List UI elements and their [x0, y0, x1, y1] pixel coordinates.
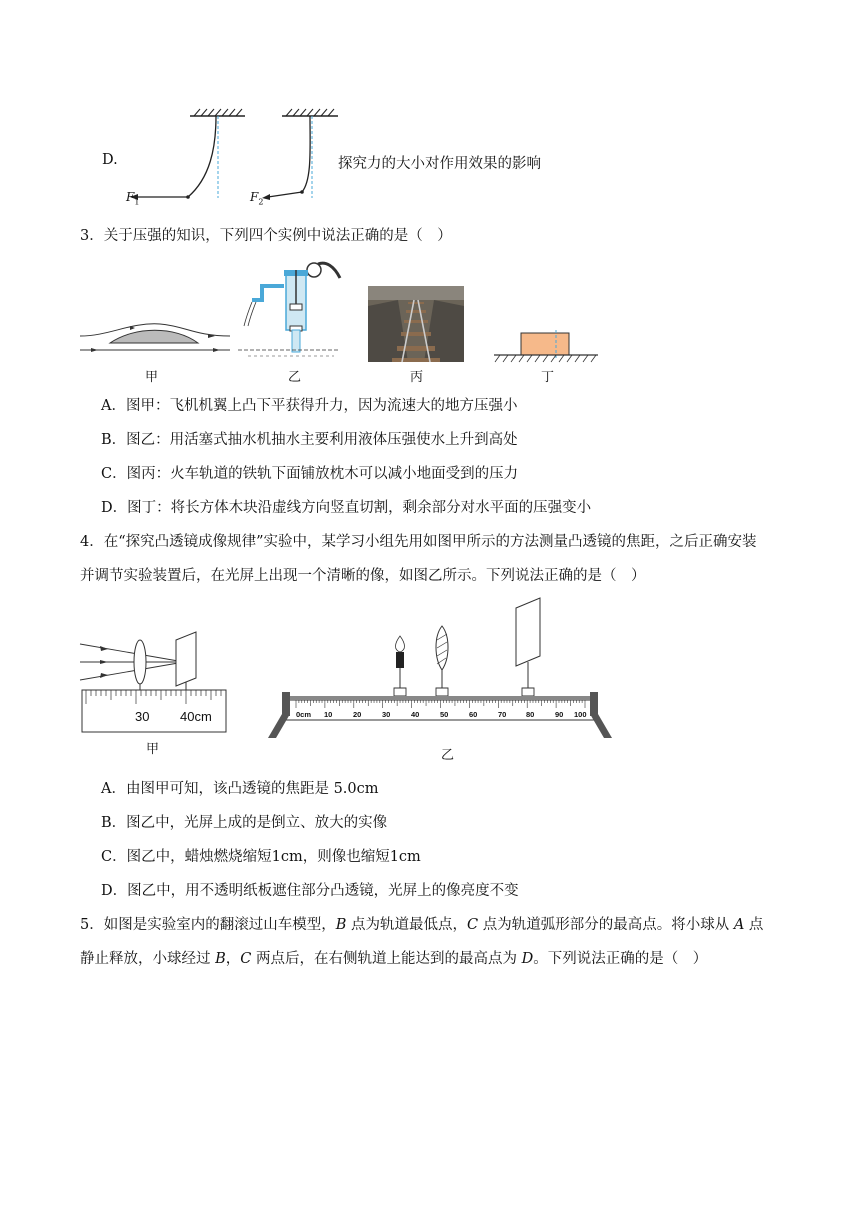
q3-caption-bing: 丙	[410, 370, 424, 385]
bench-tick-label: 0cm	[296, 710, 312, 719]
q5-stem-line1: 5．如图是实验室内的翻滚过山车模型，B 点为轨道最低点，C 点为轨道弧形部分的最高点。将小球从 A 点	[80, 917, 764, 933]
f2-label: $F_2$	[250, 190, 264, 207]
q4-option-d: D．图乙中，用不透明纸板遮住部分凸透镜，光屏上的像亮度不变	[101, 883, 519, 899]
q3-option-b: B．图乙：用活塞式抽水机抽水主要利用液体压强使水上升到高处	[101, 432, 518, 448]
q4-caption-jia: 甲	[146, 742, 160, 757]
railway-photo	[368, 286, 464, 362]
q3-caption-jia: 甲	[145, 370, 159, 385]
q3-caption-ding: 丁	[541, 370, 555, 385]
q4-caption-yi: 乙	[441, 748, 455, 763]
airfoil-figure	[80, 318, 230, 358]
q3-stem: 3．关于压强的知识，下列四个实例中说法正确的是（ ）	[80, 228, 452, 244]
bench-tick-label: 30	[382, 710, 391, 719]
f1-label: $F_1$	[126, 190, 140, 207]
q5-stem-line2: 静止释放，小球经过 B，C 两点后，在右侧轨道上能达到的最高点为 D。下列说法正确的是（ ）	[80, 951, 708, 967]
q2-option-d-letter: D.	[102, 152, 118, 168]
block-figure	[494, 330, 598, 364]
pump-figure	[238, 256, 343, 361]
q3-caption-yi: 乙	[288, 370, 302, 385]
ruler-label-40: 40cm	[180, 709, 212, 724]
q4-stem-line1: 4．在“探究凸透镜成像规律”实验中，某学习小组先用如图甲所示的方法测量凸透镜的焦距，之后正确安装	[80, 534, 757, 550]
bench-tick-label: 20	[353, 710, 362, 719]
bench-tick-label: 50	[440, 710, 449, 719]
bench-tick-label: 60	[469, 710, 478, 719]
q3-option-c: C．图丙：火车轨道的铁轨下面铺放枕木可以减小地面受到的压力	[101, 466, 519, 482]
bench-tick-label: 90	[555, 710, 564, 719]
q3-option-a: A．图甲：飞机机翼上凸下平获得升力，因为流速大的地方压强小	[101, 398, 518, 414]
bench-tick-label: 70	[498, 710, 507, 719]
q4-option-a: A．由图甲可知，该凸透镜的焦距是 5.0cm	[101, 781, 379, 797]
q4-option-b: B．图乙中，光屏上成的是倒立、放大的实像	[101, 815, 388, 831]
bench-tick-label: 40	[411, 710, 420, 719]
optical-bench-figure	[266, 596, 614, 742]
bench-tick-label: 80	[526, 710, 535, 719]
bench-tick-label: 100	[574, 710, 587, 719]
q4-option-c: C．图乙中，蜡烛燃烧缩短1cm，则像也缩短1cm	[101, 849, 421, 865]
q2-option-d-text: 探究力的大小对作用效果的影响	[338, 156, 541, 172]
ruler-label-30: 30	[135, 709, 150, 724]
q3-option-d: D．图丁：将长方体木块沿虚线方向竖直切割，剩余部分对水平面的压强变小	[101, 500, 592, 516]
force-diagram-f1	[120, 108, 250, 206]
bench-tick-label: 10	[324, 710, 333, 719]
q4-stem-line2: 并调节实验装置后，在光屏上出现一个清晰的像，如图乙所示。下列说法正确的是（ ）	[80, 568, 646, 584]
